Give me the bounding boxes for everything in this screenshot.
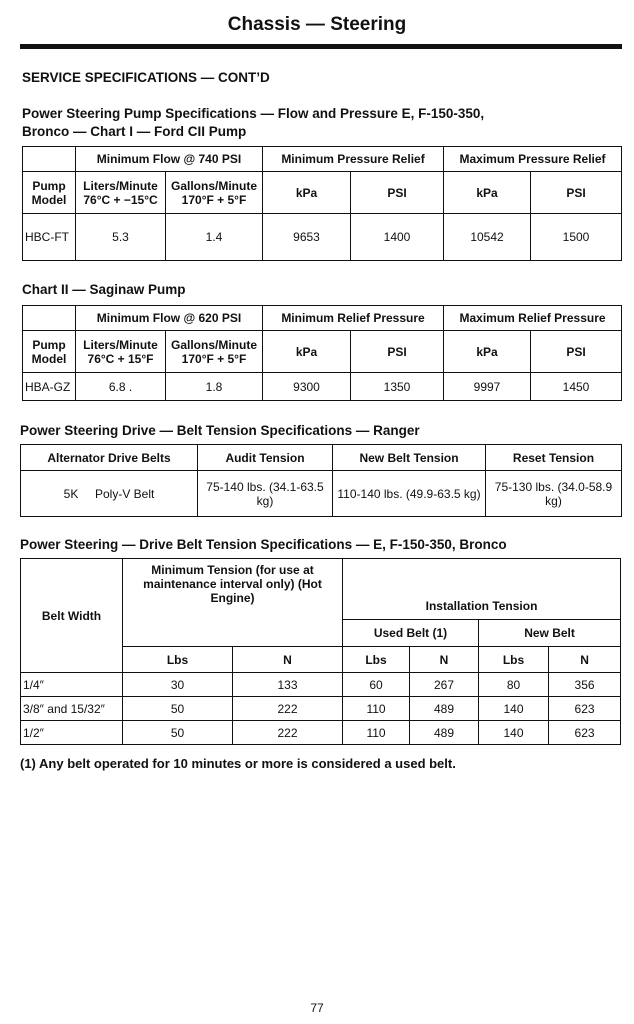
chart2-group-header: Minimum Relief Pressure [263,306,444,331]
table-cell: 3/8″ and 15/32″ [21,697,123,721]
chart2-col-header: kPa [263,331,351,373]
table-cell: HBC-FT [23,214,76,261]
chart2-col-header: Liters/Minute 76°C + 15°F [76,331,166,373]
table-cell: 50 [123,697,233,721]
table-cell: 140 [479,721,549,745]
chart2-col-header: PSI [531,331,622,373]
table-cell: 133 [233,673,343,697]
unit-header: Lbs [479,647,549,673]
page-title: Chassis — Steering [227,14,407,35]
chart1-corner-cell [23,147,76,172]
unit-header: Lbs [343,647,410,673]
ranger-col-header: Audit Tension [198,445,333,471]
footnote: (1) Any belt operated for 10 minutes or more is considered a used belt. [20,756,456,771]
page-number: 77 [310,1001,324,1015]
chart1-col-header: Gallons/Minute 170°F + 5°F [166,172,263,214]
table-cell: 30 [123,673,233,697]
unit-header: Lbs [123,647,233,673]
table-cell: 1.4 [166,214,263,261]
chart1-group-header: Minimum Flow @ 740 PSI [76,147,263,172]
used-belt-header: Used Belt (1) [343,620,479,647]
table-cell: 1350 [351,373,444,401]
table-row [23,373,622,401]
table-cell: 110 [343,721,410,745]
ranger-col-header: Alternator Drive Belts [21,445,198,471]
installation-tension-header: Installation Tension [343,559,621,620]
unit-header: N [549,647,621,673]
table-cell: 623 [549,697,621,721]
table-cell: 110-140 lbs. (49.9-63.5 kg) [333,471,486,517]
table-cell: 60 [343,673,410,697]
chart2-col-header: Gallons/Minute 170°F + 5°F [166,331,263,373]
section-title: SERVICE SPECIFICATIONS — CONT’D [22,70,270,85]
table-row [21,673,621,697]
table-cell: 9653 [263,214,351,261]
chart1-table [22,146,622,261]
table-cell: 489 [410,697,479,721]
title-rule [20,44,622,49]
table-cell: 9997 [444,373,531,401]
chart2-group-header: Maximum Relief Pressure [444,306,622,331]
table-cell: 1.8 [166,373,263,401]
chart1-pump-model-header: Pump Model [23,172,76,214]
chart1-heading-line2: Bronco — Chart I — Ford CII Pump [22,124,247,139]
chart2-group-header: Minimum Flow @ 620 PSI [76,306,263,331]
table-row [21,721,621,745]
table-cell: 5K Poly-V Belt [21,471,198,517]
table-cell: 222 [233,697,343,721]
table-cell: 9300 [263,373,351,401]
chart1-col-header: PSI [351,172,444,214]
chart1-col-header: kPa [263,172,351,214]
table-cell: 75-140 lbs. (34.1-63.5 kg) [198,471,333,517]
table-cell: 6.8 . [76,373,166,401]
table-cell: HBA-GZ [23,373,76,401]
chart2-col-header: PSI [351,331,444,373]
unit-header: N [233,647,343,673]
chart2-col-header: kPa [444,331,531,373]
ranger-col-header: New Belt Tension [333,445,486,471]
table-row [21,471,622,517]
chart1-col-header: PSI [531,172,622,214]
table-cell: 10542 [444,214,531,261]
belt-table [20,558,621,745]
ranger-heading: Power Steering Drive — Belt Tension Specifications — Ranger [20,423,420,438]
belt-heading: Power Steering — Drive Belt Tension Specifications — E, F-150-350, Bronco [20,537,507,552]
table-cell: 1/4″ [21,673,123,697]
table-cell: 1450 [531,373,622,401]
table-cell: 80 [479,673,549,697]
ranger-table [20,444,622,517]
table-cell: 110 [343,697,410,721]
min-tension-header: Minimum Tension (for use at maintenance interval only) (Hot Engine) [123,559,343,647]
chart1-group-header: Minimum Pressure Relief [263,147,444,172]
table-cell: 50 [123,721,233,745]
table-cell: 1500 [531,214,622,261]
table-cell: 1400 [351,214,444,261]
table-cell: 1/2″ [21,721,123,745]
table-row [23,214,622,261]
table-cell: 489 [410,721,479,745]
table-cell: 5.3 [76,214,166,261]
table-cell: 356 [549,673,621,697]
ranger-col-header: Reset Tension [486,445,622,471]
belt-width-header: Belt Width [21,559,123,673]
chart2-heading: Chart II — Saginaw Pump [22,282,186,297]
new-belt-header: New Belt [479,620,621,647]
table-cell: 75-130 lbs. (34.0-58.9 kg) [486,471,622,517]
chart2-pump-model-header: Pump Model [23,331,76,373]
table-cell: 140 [479,697,549,721]
chart1-group-header: Maximum Pressure Relief [444,147,622,172]
chart1-col-header: kPa [444,172,531,214]
table-row [21,697,621,721]
table-cell: 222 [233,721,343,745]
unit-header: N [410,647,479,673]
chart2-table [22,305,622,401]
chart1-heading-line1: Power Steering Pump Specifications — Flow and Pressure E, F-150-350, [22,106,485,121]
table-cell: 623 [549,721,621,745]
chart1-col-header: Liters/Minute 76°C + −15°C [76,172,166,214]
table-cell: 267 [410,673,479,697]
chart2-corner-cell [23,306,76,331]
